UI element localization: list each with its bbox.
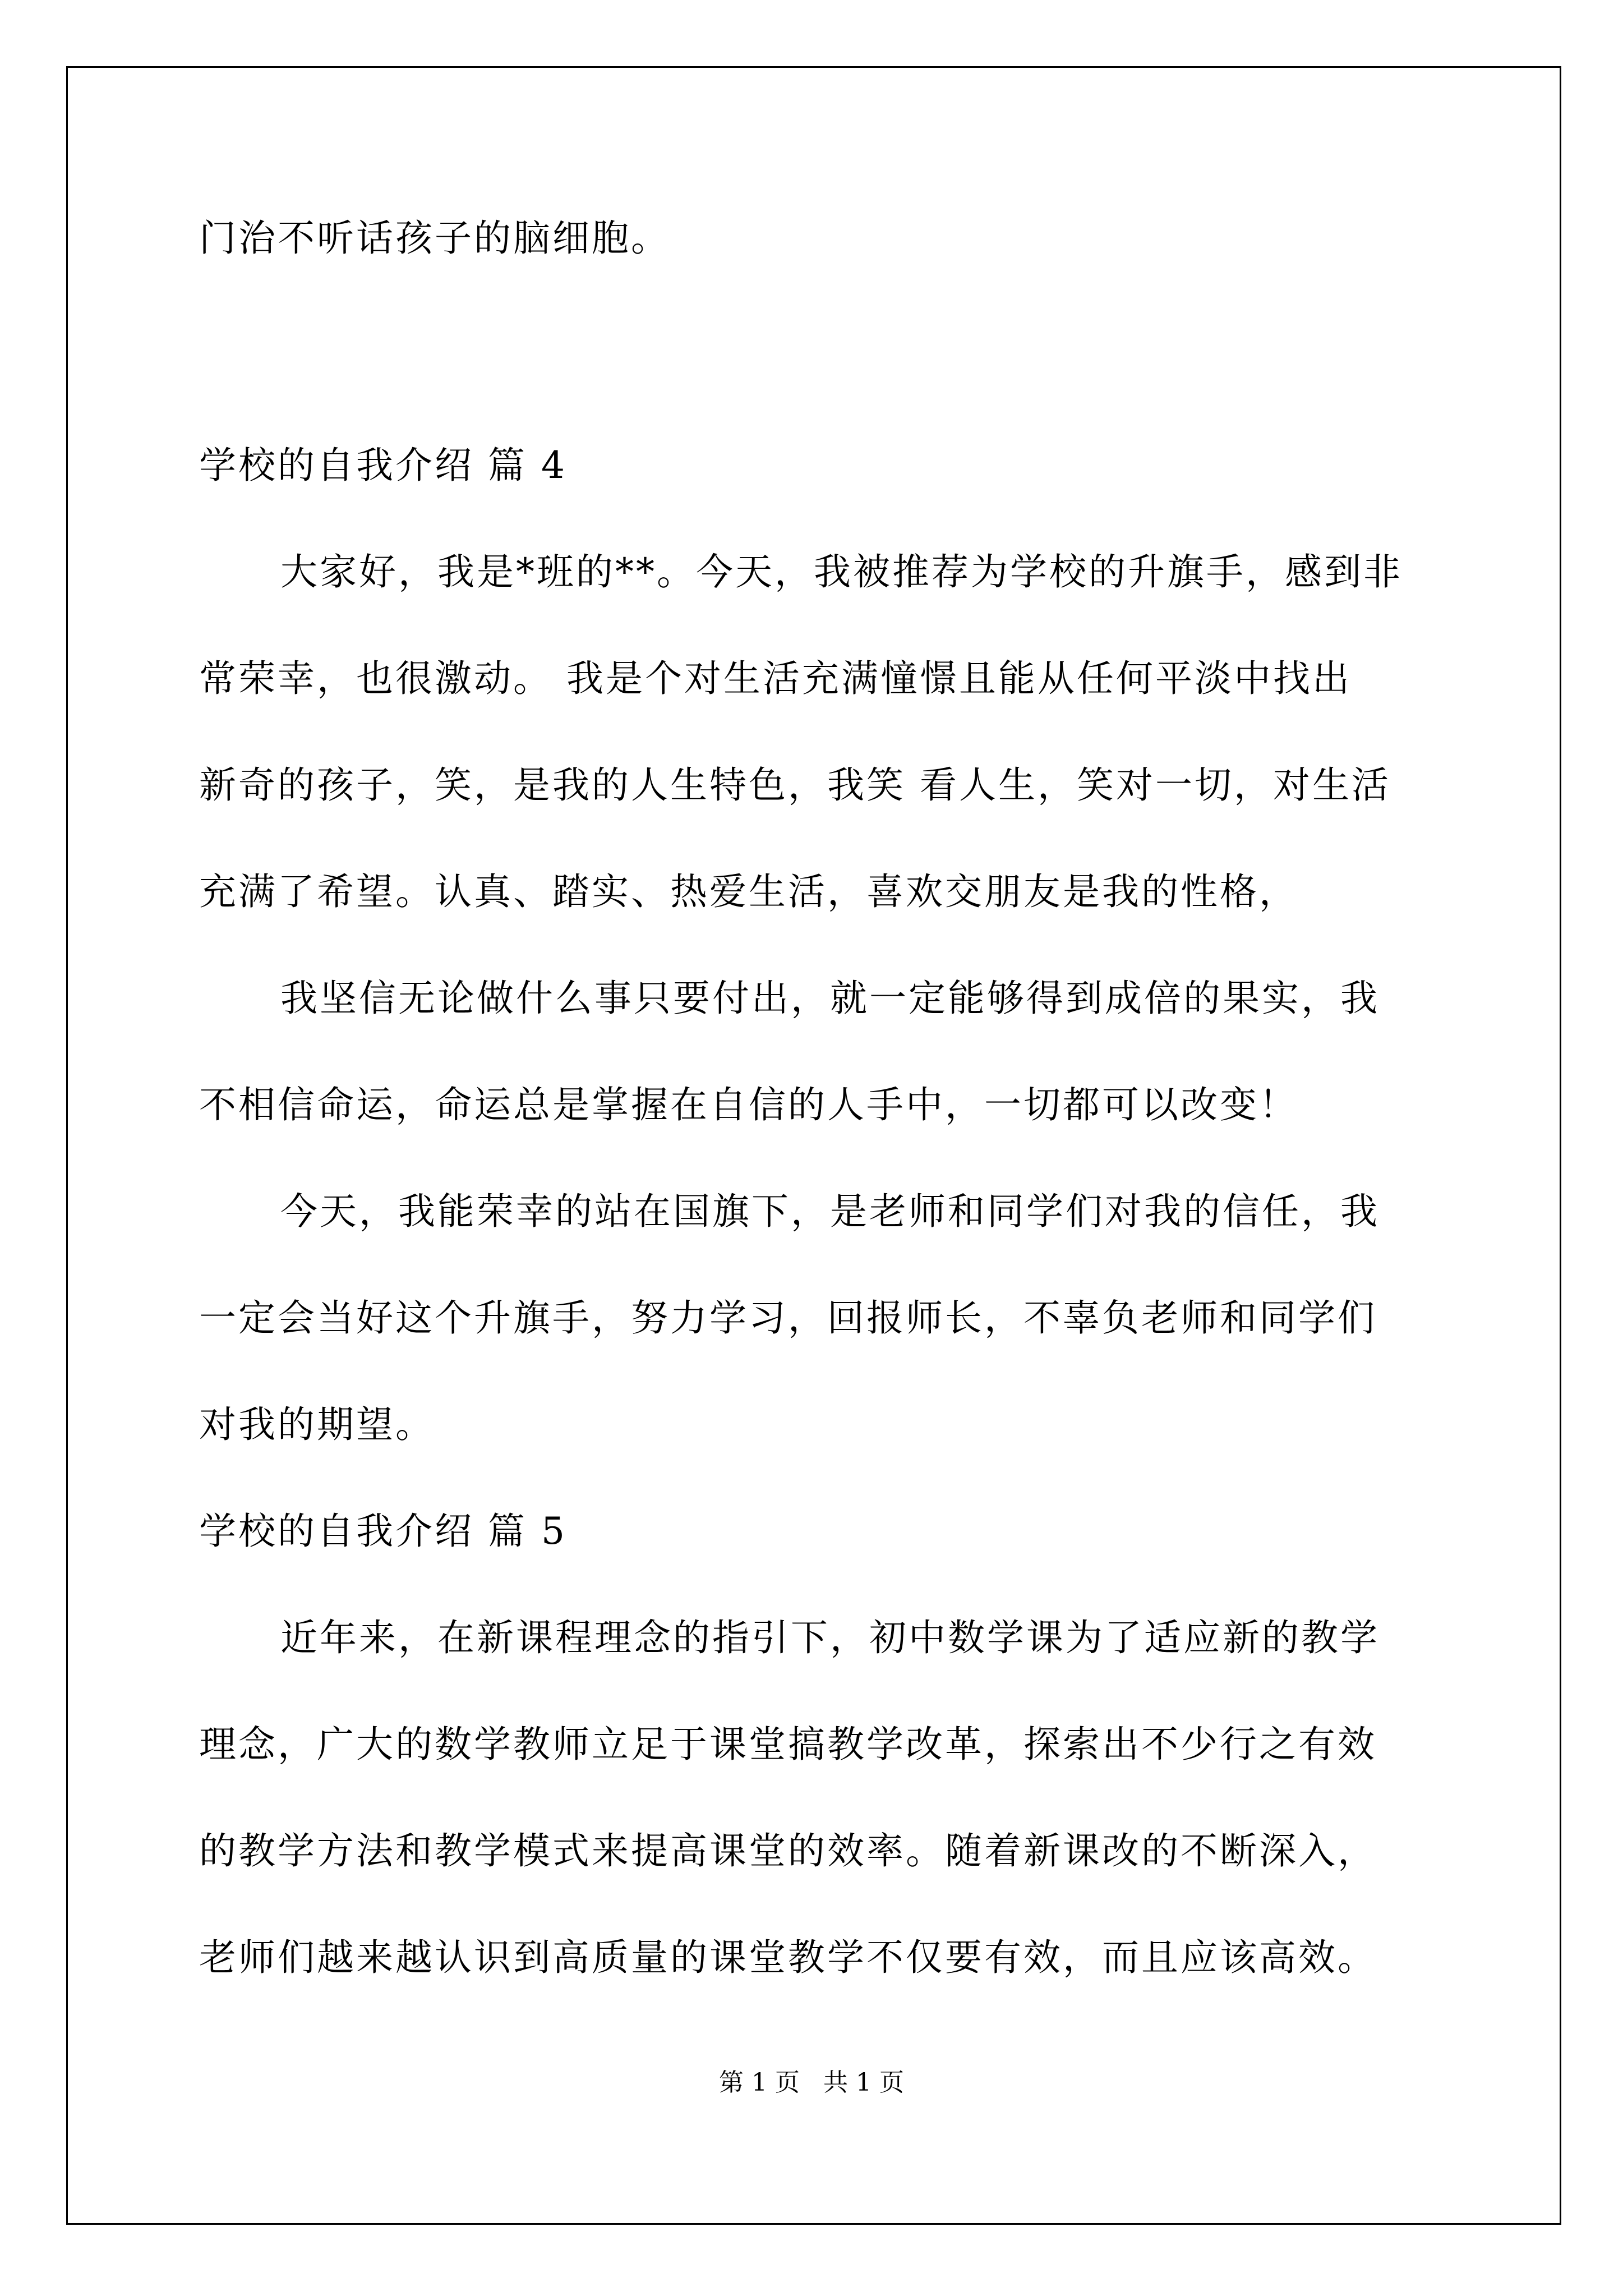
page-footer xyxy=(0,2067,1623,2099)
section-4-line-3: 新奇的孩子，笑，是我的人生特色，我笑 看人生，笑对一切，对生活 xyxy=(199,763,1391,807)
section-5-line-4: 老师们越来越认识到高质量的课堂教学不仅要有效，而且应该高效。 xyxy=(199,1936,1377,1979)
section-4-line-4: 充满了希望。认真、踏实、热爱生活，喜欢交朋友是我的性格， xyxy=(199,870,1298,913)
opening-line: 门治不听话孩子的脑细胞。 xyxy=(199,217,670,260)
section-4-line-9: 对我的期望。 xyxy=(199,1403,435,1446)
section-4-line-5: 我坚信无论做什么事只要付出，就一定能够得到成倍的果实，我 xyxy=(280,977,1380,1020)
page-number: 第 1 页 xyxy=(719,2068,800,2097)
section-5-heading: 学校的自我介绍 篇 5 xyxy=(199,1510,567,1553)
section-5-line-3: 的教学方法和教学模式来提高课堂的效率。随着新课改的不断深入， xyxy=(199,1829,1377,1872)
section-4-line-1: 大家好，我是*班的**。今天，我被推荐为学校的升旗手，感到非 xyxy=(280,550,1403,593)
section-5-line-2: 理念，广大的数学教师立足于课堂搞教学改革，探索出不少行之有效 xyxy=(199,1723,1377,1766)
section-4-line-6: 不相信命运，命运总是掌握在自信的人手中，一切都可以改变！ xyxy=(199,1083,1298,1126)
section-4-line-2: 常荣幸，也很激动。 我是个对生活充满憧憬且能从任何平淡中找出 xyxy=(199,657,1352,700)
page-total: 共 1 页 xyxy=(823,2068,904,2097)
section-5-line-1: 近年来，在新课程理念的指引下，初中数学课为了适应新的教学 xyxy=(280,1616,1380,1659)
section-4-line-8: 一定会当好这个升旗手，努力学习，回报师长，不辜负老师和同学们 xyxy=(199,1296,1377,1340)
section-4-line-7: 今天，我能荣幸的站在国旗下，是老师和同学们对我的信任，我 xyxy=(280,1190,1380,1233)
section-4-heading: 学校的自我介绍 篇 4 xyxy=(199,444,567,487)
page-border xyxy=(66,66,1561,2225)
